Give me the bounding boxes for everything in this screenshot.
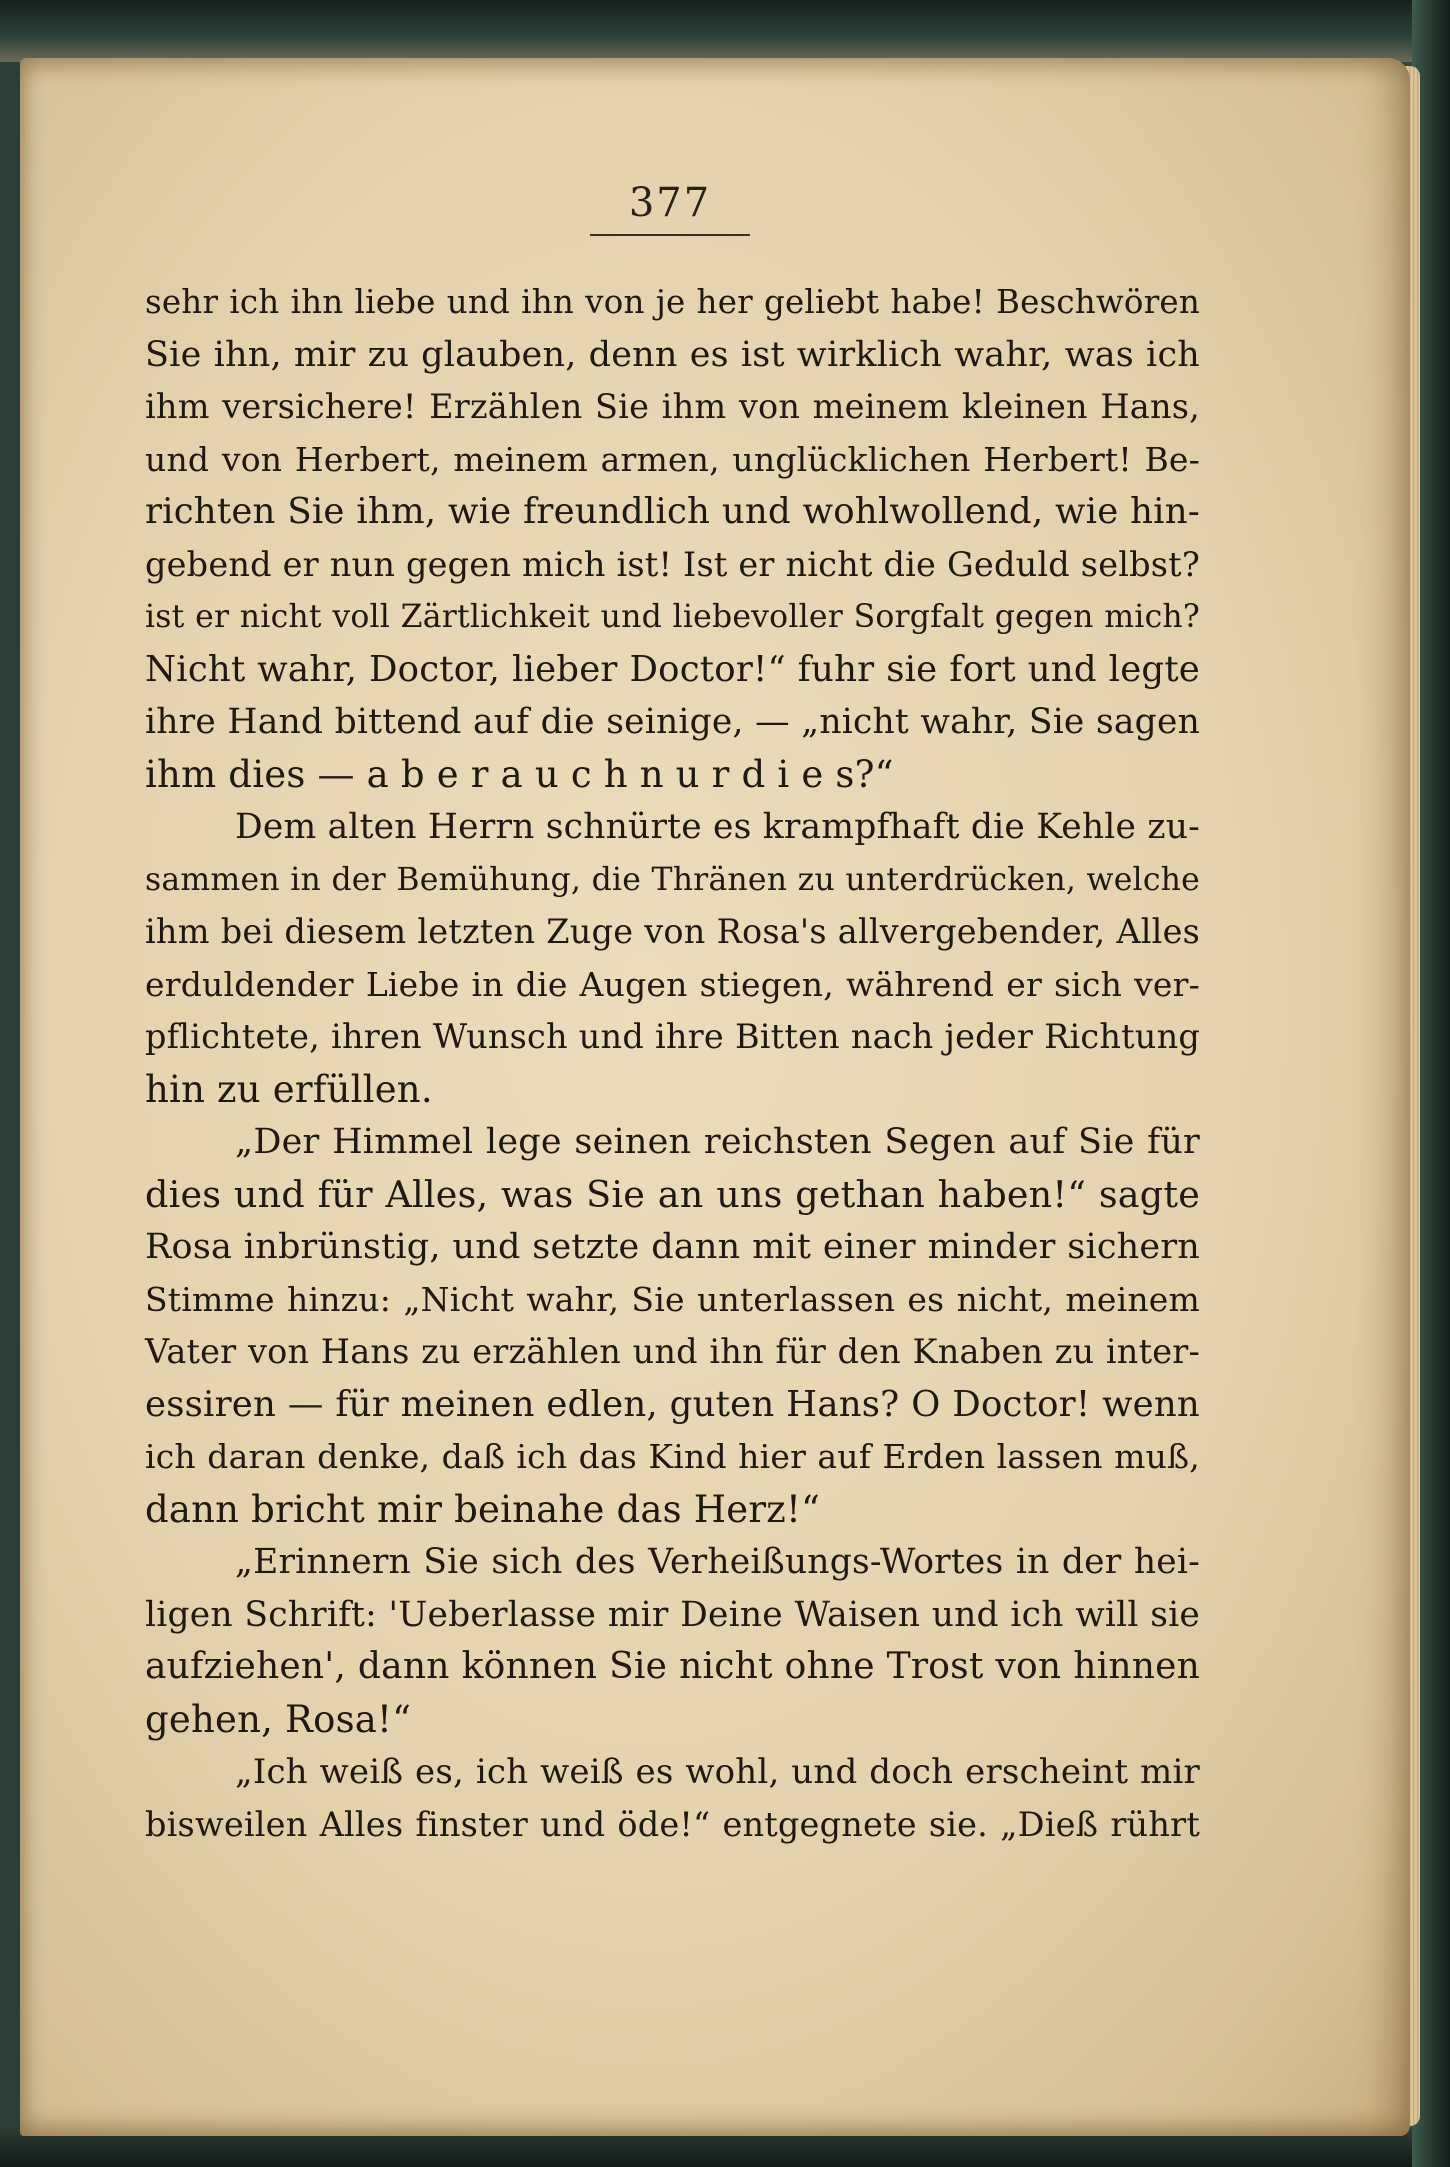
text-line: gehen, Rosa!“	[145, 1697, 412, 1741]
paragraph-start-line: „Der Himmel lege seinen reichsten Segen auf Sie für	[235, 1122, 1200, 1162]
text-line: essiren — für meinen edlen, guten Hans? O Doctor! wenn	[145, 1383, 1200, 1425]
text-line: ich daran denke, daß ich das Kind hier auf Erden lassen muß,	[145, 1437, 1200, 1476]
text-line: Vater von Hans zu erzählen und ihn für den Knaben zu inter-	[145, 1332, 1200, 1371]
text-line: Nicht wahr, Doctor, lieber Doctor!“ fuhr sie fort und legte	[145, 648, 1200, 690]
text-line: Rosa inbrünstig, und setzte dann mit einer minder sichern	[145, 1227, 1200, 1267]
text-line: ihm versichere! Erzählen Sie ihm von meinem kleinen Hans,	[145, 387, 1200, 426]
text-line: und von Herbert, meinem armen, unglücklichen Herbert! Be-	[145, 439, 1200, 479]
text-line: ihm bei diesem letzten Zuge von Rosa's allvergebender, Alles	[145, 912, 1200, 951]
paragraph-start-line: „Ich weiß es, ich weiß es wohl, und doch erscheint mir	[235, 1752, 1200, 1792]
text-line: dann bricht mir beinahe das Herz!“	[145, 1487, 821, 1531]
text-line: richten Sie ihm, wie freundlich und wohlwollend, wie hin-	[145, 491, 1200, 532]
body-text	[145, 276, 1200, 1851]
text-line: hin zu erfüllen.	[145, 1067, 433, 1111]
text-line: gebend er nun gegen mich ist! Ist er nicht die Geduld selbst?	[145, 544, 1200, 584]
text-line: Sie ihn, mir zu glauben, denn es ist wirklich wahr, was ich	[145, 334, 1200, 375]
book-top-edge	[0, 0, 1450, 62]
text-line: pflichtete, ihren Wunsch und ihre Bitten nach jeder Richtung	[145, 1017, 1200, 1056]
page-number-rule	[590, 234, 750, 236]
text-line: erduldender Liebe in die Augen stiegen, während er sich ver-	[145, 964, 1200, 1004]
text-line: Stimme hinzu: „Nicht wahr, Sie unterlassen es nicht, meinem	[145, 1279, 1200, 1319]
text-line: ihm dies — a b e r a u c h n u r d i e s?“	[145, 752, 894, 796]
text-line: dies und für Alles, was Sie an uns gethan haben!“ sagte	[145, 1172, 1200, 1216]
text-line: bisweilen Alles finster und öde!“ entgegnete sie. „Dieß rührt	[145, 1804, 1200, 1844]
text-line: ihre Hand bittend auf die seinige, — „nicht wahr, Sie sagen	[145, 702, 1200, 742]
paragraph-start-line: Dem alten Herrn schnürte es krampfhaft die Kehle zu-	[235, 807, 1200, 847]
text-line: aufziehen', dann können Sie nicht ohne Trost von hinnen	[145, 1646, 1200, 1687]
text-line: sehr ich ihn liebe und ihn von je her geliebt habe! Beschwören	[145, 283, 1200, 321]
text-line: ist er nicht voll Zärtlichkeit und liebevoller Sorgfalt gegen mich?	[145, 599, 1200, 635]
text-line: ligen Schrift: 'Ueberlasse mir Deine Waisen und ich will sie	[145, 1594, 1200, 1635]
paragraph-start-line: „Erinnern Sie sich des Verheißungs-Wortes in der hei-	[235, 1542, 1200, 1582]
text-line: sammen in der Bemühung, die Thränen zu unterdrücken, welche	[145, 861, 1200, 898]
page-number: 377	[628, 180, 712, 226]
